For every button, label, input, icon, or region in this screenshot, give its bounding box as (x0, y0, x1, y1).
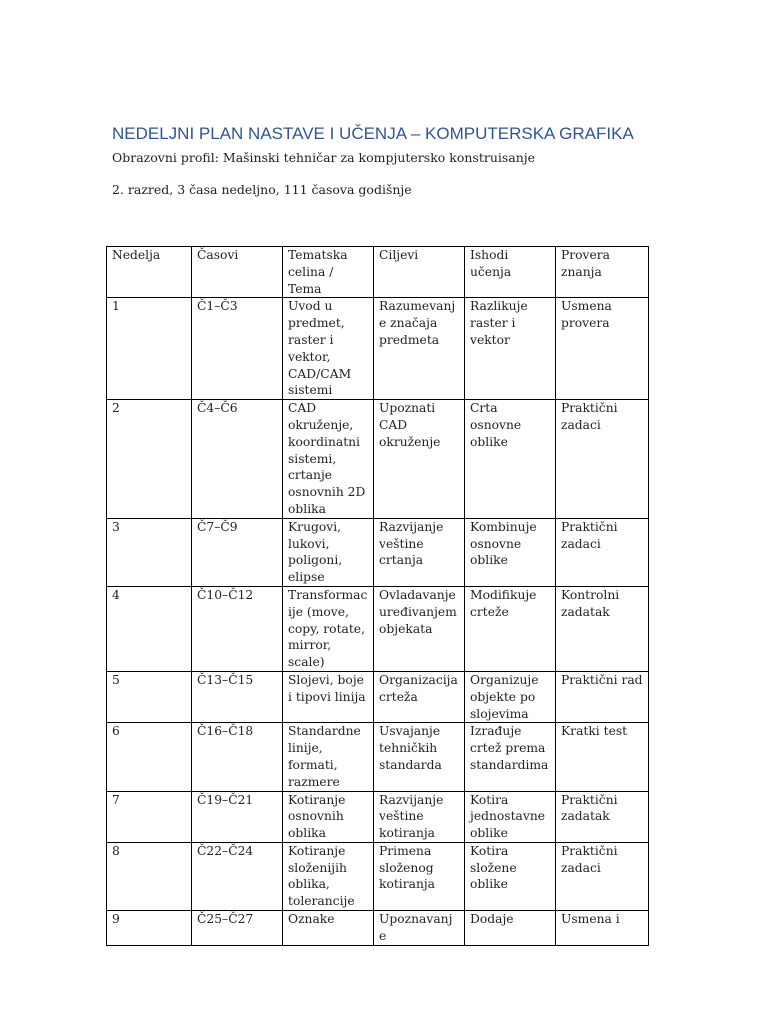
table-row (107, 518, 649, 586)
assessment-cell: Praktični zadaci (556, 400, 649, 519)
table-row (107, 791, 649, 842)
outcomes-cell: Razlikuje raster i vektor (465, 298, 556, 400)
lessons-cell: Č13–Č15 (192, 671, 283, 722)
lessons-cell: Č25–Č27 (192, 911, 283, 946)
topic-cell: Kotiranje složenijih oblika, tolerancije (283, 842, 374, 910)
assessment-cell: Praktični zadatak (556, 791, 649, 842)
week-cell: 9 (107, 911, 192, 946)
goals-cell: Primena složenog kotiranja (374, 842, 465, 910)
outcomes-cell: Modifikuje crteže (465, 586, 556, 671)
goals-cell: Upoznati CAD okruženje (374, 400, 465, 519)
week-cell: 1 (107, 298, 192, 400)
assessment-cell: Kontrolni zadatak (556, 586, 649, 671)
profile-line: Obrazovni profil: Mašinski tehničar za kompjutersko konstruisanje (112, 150, 536, 165)
outcomes-cell: Crta osnovne oblike (465, 400, 556, 519)
weekly-plan-table (106, 246, 649, 946)
outcomes-cell: Kotira složene oblike (465, 842, 556, 910)
week-cell: 8 (107, 842, 192, 910)
header-cell-lessons: Časovi (192, 247, 283, 298)
lessons-cell: Č16–Č18 (192, 723, 283, 791)
assessment-cell: Kratki test (556, 723, 649, 791)
assessment-cell: Praktični rad (556, 671, 649, 722)
week-cell: 5 (107, 671, 192, 722)
week-cell: 6 (107, 723, 192, 791)
lessons-cell: Č22–Č24 (192, 842, 283, 910)
outcomes-cell: Dodaje (465, 911, 556, 946)
lessons-cell: Č7–Č9 (192, 518, 283, 586)
document-title: NEDELJNI PLAN NASTAVE I UČENJA – KOMPUTERSKA GRAFIKA (112, 124, 634, 143)
assessment-cell: Praktični zadaci (556, 518, 649, 586)
goals-cell: Razumevanje značaja predmeta (374, 298, 465, 400)
topic-cell: Oznake (283, 911, 374, 946)
lessons-cell: Č1–Č3 (192, 298, 283, 400)
outcomes-cell: Kombinuje osnovne oblike (465, 518, 556, 586)
lessons-cell: Č10–Č12 (192, 586, 283, 671)
goals-cell: Organizacija crteža (374, 671, 465, 722)
assessment-cell: Usmena provera (556, 298, 649, 400)
week-cell: 3 (107, 518, 192, 586)
goals-cell: Upoznavanje (374, 911, 465, 946)
topic-cell: Krugovi, lukovi, poligoni, elipse (283, 518, 374, 586)
topic-cell: Slojevi, boje i tipovi linija (283, 671, 374, 722)
table-row (107, 298, 649, 400)
table-row (107, 842, 649, 910)
week-cell: 4 (107, 586, 192, 671)
table-row (107, 911, 649, 946)
header-cell-goals: Ciljevi (374, 247, 465, 298)
topic-cell: Standardne linije, formati, razmere (283, 723, 374, 791)
assessment-cell: Usmena i (556, 911, 649, 946)
lessons-cell: Č4–Č6 (192, 400, 283, 519)
week-cell: 7 (107, 791, 192, 842)
table-row (107, 723, 649, 791)
header-cell-assessment: Provera znanja (556, 247, 649, 298)
table-header-row (107, 247, 649, 298)
grade-line: 2. razred, 3 časa nedeljno, 111 časova godišnje (112, 182, 412, 197)
header-cell-topic: Tematska celina / Tema (283, 247, 374, 298)
week-cell: 2 (107, 400, 192, 519)
table-row (107, 671, 649, 722)
lessons-cell: Č19–Č21 (192, 791, 283, 842)
outcomes-cell: Organizuje objekte po slojevima (465, 671, 556, 722)
table-row (107, 400, 649, 519)
goals-cell: Razvijanje veštine kotiranja (374, 791, 465, 842)
topic-cell: Transformacije (move, copy, rotate, mirror, scale) (283, 586, 374, 671)
topic-cell: Kotiranje osnovnih oblika (283, 791, 374, 842)
table-row (107, 586, 649, 671)
goals-cell: Razvijanje veštine crtanja (374, 518, 465, 586)
topic-cell: CAD okruženje, koordinatni sistemi, crtanje osnovnih 2D oblika (283, 400, 374, 519)
outcomes-cell: Kotira jednostavne oblike (465, 791, 556, 842)
outcomes-cell: Izrađuje crtež prema standardima (465, 723, 556, 791)
header-cell-outcomes: Ishodi učenja (465, 247, 556, 298)
topic-cell: Uvod u predmet, raster i vektor, CAD/CAM sistemi (283, 298, 374, 400)
header-cell-week: Nedelja (107, 247, 192, 298)
assessment-cell: Praktični zadaci (556, 842, 649, 910)
goals-cell: Ovladavanje uređivanjem objekata (374, 586, 465, 671)
goals-cell: Usvajanje tehničkih standarda (374, 723, 465, 791)
